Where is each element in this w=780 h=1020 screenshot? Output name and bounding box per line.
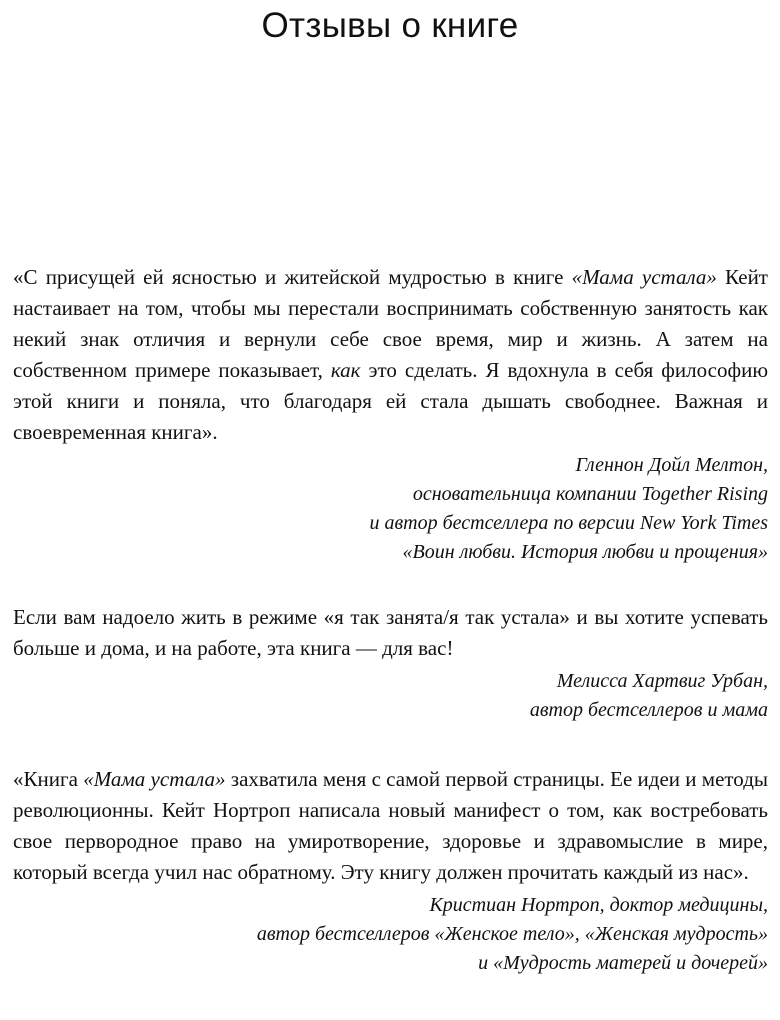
review-melissa-urban — [13, 602, 768, 725]
attribution-line: и «Мудрость матерей и дочерей» — [478, 952, 768, 974]
review-attribution — [13, 891, 768, 978]
attribution-author: Мелисса Хартвиг Урбан, — [556, 670, 768, 692]
review-gennon-melton — [13, 262, 768, 567]
review-quote — [13, 602, 768, 664]
attribution-author: Кристиан Нортроп, доктор медицины, — [429, 894, 768, 916]
attribution-line: и автор бестселлера по версии New York Times — [369, 512, 768, 534]
quote-text: захватила меня с самой первой страницы. Ее идеи и методы революционны. Кейт Нортроп написала новый манифест о том, как востребовать свое первородное право на умиротворение, здоровье и здравомыслие в мире, который всегда учил нас обратному. Эту книгу должен прочитать каждый из нас». — [13, 767, 768, 884]
quote-text: «Книга — [13, 767, 84, 791]
review-quote — [13, 764, 768, 888]
attribution-line: автор бестселлеров «Женское тело», «Женская мудрость» — [256, 923, 768, 945]
quote-text: Если вам надоело жить в режиме «я так занята/я так устала» и вы хотите успевать больше и дома, и на работе, эта книга — для вас! — [13, 605, 768, 660]
book-title-emphasis: «Мама устала» — [571, 265, 717, 289]
review-quote — [13, 262, 768, 448]
page-title: Отзывы о книге — [261, 6, 519, 45]
attribution-line: «Воин любви. История любви и прощения» — [402, 541, 768, 563]
review-christiane-northrup — [13, 764, 768, 978]
quote-text: Кейт настаивает на том, чтобы мы перестали воспринимать собственную занятость как некий знак отличия и вернули себе свое время, мир и жизнь. А затем на собственном примере показывает, — [13, 265, 768, 382]
emphasis-word: как — [330, 358, 361, 382]
review-attribution — [13, 451, 768, 567]
quote-text: «С присущей ей ясностью и житейской мудростью в книге — [13, 265, 572, 289]
quote-text: это сделать. Я вдохнула в себя философию этой книги и поняла, что благодаря ей стала дышать свободнее. Важная и своевременная книга». — [13, 358, 769, 444]
attribution-author: Гленнон Дойл Мелтон, — [575, 454, 768, 476]
attribution-line: основательница компании Together Rising — [412, 483, 768, 505]
review-attribution — [13, 667, 768, 725]
attribution-line: автор бестселлеров и мама — [529, 699, 768, 721]
book-title-emphasis: «Мама устала» — [83, 767, 226, 791]
